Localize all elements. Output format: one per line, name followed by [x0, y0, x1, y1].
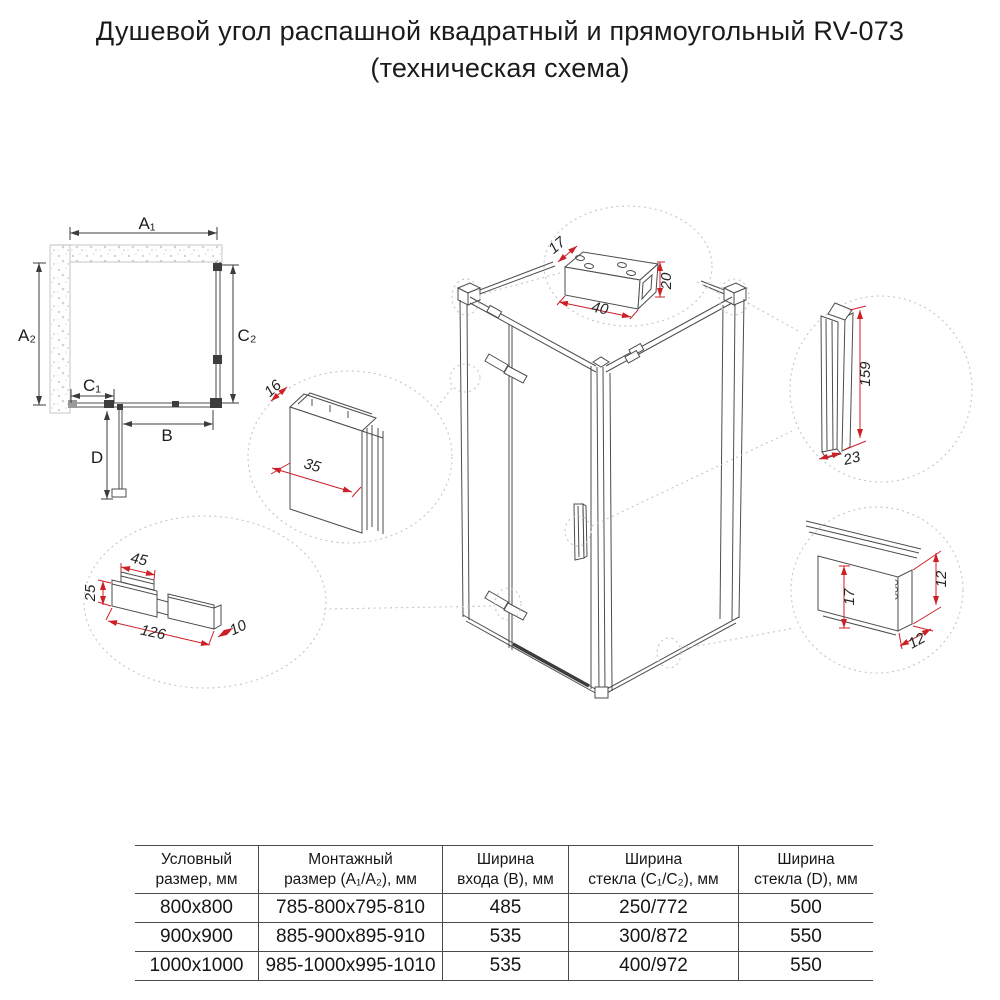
- table-header-cell: [738, 846, 873, 894]
- dim-bottom-rail-outer-height: 12: [933, 570, 950, 588]
- dim-hinge-tab-width: 45: [129, 549, 149, 570]
- header-line: Монтажный: [308, 850, 393, 868]
- dim-wall-profile-width: 35: [301, 455, 323, 477]
- detail-bottom-rail: [806, 521, 950, 653]
- plan-label-d: D: [90, 448, 104, 467]
- table-cell: 1000x1000: [135, 952, 258, 981]
- table-cell: 550: [738, 923, 873, 952]
- table-cell: 535: [442, 952, 568, 981]
- table-header-cell: [135, 846, 258, 894]
- table-cell: 485: [442, 894, 568, 923]
- dim-bottom-rail-inner-height: 17: [841, 588, 858, 606]
- plan-wall-top: [53, 245, 222, 262]
- iso-door-handle: [574, 504, 587, 560]
- table-cell: 800x800: [135, 894, 258, 923]
- header-line: размер, мм: [155, 870, 238, 888]
- header-line: стекла (C₁/C₂), мм: [588, 870, 719, 888]
- table-cell: 550: [738, 952, 873, 981]
- dim-hinge-height: 25: [82, 584, 99, 602]
- header-line: входа (B), мм: [457, 870, 554, 888]
- page-title-line1: Душевой угол распашной квадратный и прямоугольный RV-073: [95, 16, 905, 46]
- dim-wall-profile-depth: 16: [261, 376, 285, 401]
- plan-label-c1: C₁: [82, 376, 102, 395]
- table-cell: 985-1000x995-1010: [258, 952, 442, 981]
- table-cell: 900x900: [135, 923, 258, 952]
- table-cell: 885-900x895-910: [258, 923, 442, 952]
- dim-bottom-rail-depth: 12: [905, 629, 929, 653]
- iso-left-rail-bracket: [487, 305, 502, 317]
- dim-top-bracket-height: 20: [658, 272, 675, 290]
- header-line: Ширина: [777, 850, 835, 868]
- header-line: Условный: [161, 850, 232, 868]
- plan-label-a1: A₁: [138, 214, 156, 233]
- page-title-line2: (техническая схема): [370, 53, 630, 83]
- iso-door-bottom-seal: [513, 644, 589, 686]
- iso-top-hinge: [485, 354, 527, 383]
- iso-corner-foot: [595, 687, 608, 698]
- dim-handle-height: 159: [857, 361, 874, 387]
- size-table: [135, 845, 873, 981]
- dim-handle-depth: 23: [841, 448, 863, 469]
- table-cell: 500: [738, 894, 873, 923]
- table-cell: 785-800x795-810: [258, 894, 442, 923]
- detail-top-bracket: [545, 233, 675, 319]
- header-line: Ширина: [624, 850, 683, 868]
- plan-door-end-cap: [112, 489, 126, 497]
- iso-right-post-cap: [724, 283, 746, 305]
- table-header-cell: [442, 846, 568, 894]
- dim-top-bracket-depth: 17: [545, 233, 569, 258]
- dim-top-bracket-width: 40: [590, 298, 610, 319]
- plan-wall-left: [50, 245, 70, 413]
- iso-right-rail-bracket-2: [625, 351, 640, 363]
- header-line: размер (A₁/A₂), мм: [284, 870, 417, 888]
- isometric-view: [458, 262, 746, 698]
- table-header-cell: [258, 846, 442, 894]
- detail-hinge: [82, 550, 250, 645]
- header-line: Ширина: [476, 850, 535, 868]
- dim-hinge-length: 126: [138, 621, 167, 644]
- plan-label-a2: A₂: [18, 326, 36, 345]
- dim-hinge-thickness: 10: [226, 616, 250, 640]
- plan-label-b: B: [161, 426, 173, 445]
- table-cell: 250/772: [568, 894, 738, 923]
- callout-circle-handle: [790, 296, 972, 482]
- header-line: стекла (D), мм: [754, 870, 858, 888]
- plan-view: [18, 214, 256, 499]
- table-cell: 300/872: [568, 923, 738, 952]
- table-cell: 535: [442, 923, 568, 952]
- plan-wall-profile-block: [68, 400, 77, 408]
- table-header-cell: [568, 846, 738, 894]
- table-cell: 400/972: [568, 952, 738, 981]
- detail-wall-profile: [261, 376, 383, 534]
- detail-handle: [819, 303, 874, 469]
- plan-label-c2: C₂: [237, 326, 257, 345]
